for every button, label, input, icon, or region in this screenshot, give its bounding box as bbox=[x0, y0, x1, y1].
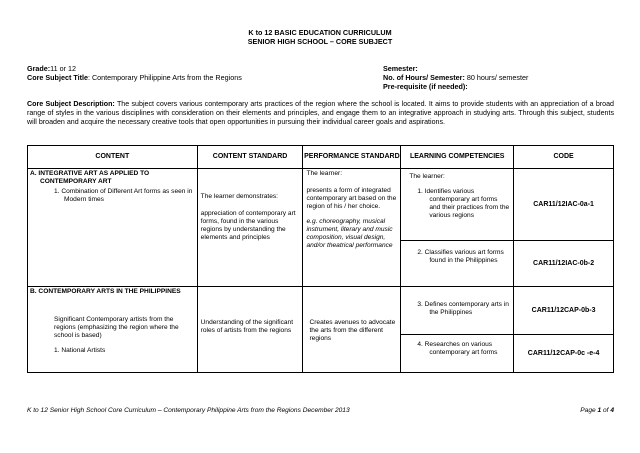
grade-value: 11 or 12 bbox=[50, 64, 77, 73]
col-header-learning-competencies: LEARNING COMPETENCIES bbox=[401, 146, 514, 169]
section-a-item1: 1. Combination of Different Art forms as seen in Modern times bbox=[54, 188, 193, 203]
prereq-label: Pre-requisite (if needed): bbox=[383, 82, 468, 91]
col-header-code: CODE bbox=[514, 146, 614, 169]
prereq-line bbox=[383, 82, 468, 91]
col-header-performance-standard: PERFORMANCE STANDARD bbox=[303, 146, 401, 169]
perf-lead: The learner: bbox=[306, 170, 343, 177]
page-of: of bbox=[601, 407, 611, 414]
table-row bbox=[28, 287, 614, 335]
code-2: CAR11/12IAC-0b-2 bbox=[514, 241, 614, 287]
code-3: CAR11/12CAP-0b-3 bbox=[514, 287, 614, 335]
grade-line bbox=[27, 64, 76, 73]
core-subject-description bbox=[27, 100, 614, 127]
perf-body: presents a form of integrated contemporary art based on the region of his / her choice. bbox=[306, 187, 397, 210]
section-b-content bbox=[28, 287, 198, 373]
competency-cell-3 bbox=[401, 287, 514, 335]
section-a-content-standard bbox=[197, 169, 303, 287]
section-a-performance-standard bbox=[303, 169, 401, 287]
doc-title-line2: SENIOR HIGH SCHOOL – CORE SUBJECT bbox=[247, 37, 393, 46]
competency-2: 2. Classifies various art forms found in the Philippines bbox=[417, 249, 504, 264]
description-text: The subject covers various contemporary arts practices of the region where the school is located. It aims to provide students with an appreciation of a broad range of styles in the various disciplines with consideration on their elements and principles, and engage them to an integrative approach in studying arts. Through this subject, students will broaden and acquire the necessary creative tools that open opportunities in pursuing their individual career goals and aspirations. bbox=[27, 100, 614, 126]
hours-value: 80 hours/ semester bbox=[464, 73, 529, 82]
hours-line bbox=[383, 73, 528, 82]
competency-lead: The learner: bbox=[409, 173, 445, 180]
subject-label: Core Subject Title bbox=[27, 73, 88, 82]
table-row bbox=[28, 169, 614, 241]
content-std-body: appreciation of contemporary art forms, found in the various regions by understanding the elements and principles bbox=[200, 210, 296, 241]
page-total: 4 bbox=[610, 407, 614, 414]
content-std-lead: The learner demonstrates: bbox=[200, 193, 279, 200]
section-b-content-std: Understanding of the significant roles of artists from the regions bbox=[200, 319, 294, 334]
semester-line bbox=[383, 64, 418, 73]
table-header-row bbox=[28, 146, 614, 169]
curriculum-table bbox=[27, 145, 614, 373]
doc-title-line1: K to 12 BASIC EDUCATION CURRICULUM bbox=[248, 28, 392, 37]
grade-label: Grade: bbox=[27, 64, 51, 73]
description-label: Core Subject Description: bbox=[27, 100, 115, 108]
col-header-content-standard: CONTENT STANDARD bbox=[197, 146, 303, 169]
subject-value: : Contemporary Philippine Arts from the Regions bbox=[87, 73, 242, 82]
competency-cell-1 bbox=[401, 169, 514, 241]
section-b-performance-standard bbox=[303, 287, 401, 373]
code-1: CAR11/12IAC-0a-1 bbox=[514, 169, 614, 241]
section-a-title: A. INTEGRATIVE ART AS APPLIED TO CONTEMPORARY ART bbox=[30, 170, 150, 185]
section-a-content bbox=[28, 169, 198, 287]
competency-4: 4. Researches on various contemporary art forms bbox=[417, 341, 498, 356]
section-b-title: B. CONTEMPORARY ARTS IN THE PHILIPPINES bbox=[30, 288, 181, 295]
page-indicator bbox=[580, 407, 614, 414]
competency-cell-4 bbox=[401, 335, 514, 373]
code-4: CAR11/12CAP-0c -e-4 bbox=[514, 335, 614, 373]
footer-text: K to 12 Senior High School Core Curriculum – Contemporary Philippine Arts from the Regions December 2013 bbox=[27, 407, 350, 414]
page-number: 1 bbox=[597, 407, 602, 414]
hours-label: No. of Hours/ Semester: bbox=[383, 73, 465, 82]
semester-label: Semester: bbox=[383, 64, 418, 73]
section-b-perf: Creates avenues to advocate the arts from the different regions bbox=[309, 319, 396, 342]
page-prefix: Page bbox=[580, 407, 598, 414]
competency-cell-2 bbox=[401, 241, 514, 287]
col-header-content: CONTENT bbox=[28, 146, 198, 169]
subject-line bbox=[27, 73, 242, 82]
competency-3: 3. Defines contemporary arts in the Philippines bbox=[417, 301, 509, 316]
perf-example: e.g. choreography, musical instrument, literary and music composition, visual design, and/or theatrical performance bbox=[306, 218, 393, 249]
section-b-body: Significant Contemporary artists from the regions (emphasizing the region where the school is based) bbox=[54, 316, 179, 339]
section-b-item1: 1. National Artists bbox=[54, 347, 106, 354]
competency-1: 1. Identifies various contemporary art forms and their practices from the various regions bbox=[417, 188, 510, 219]
section-b-content-standard bbox=[197, 287, 303, 373]
